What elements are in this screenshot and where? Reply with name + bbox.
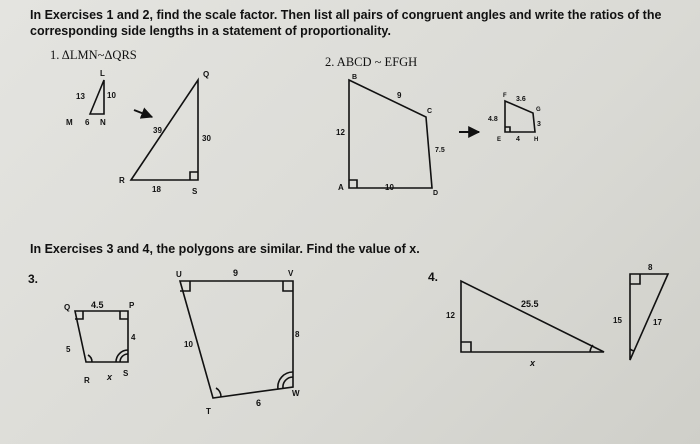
label-x-ex3: x	[107, 372, 113, 382]
label-12: 12	[336, 128, 345, 137]
label-d: D	[433, 190, 439, 197]
quad-efgh	[505, 101, 535, 132]
right-triangle-right	[630, 274, 668, 360]
label-r: R	[119, 176, 125, 185]
label-h: H	[534, 137, 539, 143]
instructions-line-1: In Exercises 1 and 2, find the scale factor. Then list all pairs of congruent angles and write the ratios of the	[30, 8, 662, 22]
label-t: T	[206, 407, 211, 416]
label-f: F	[503, 93, 507, 99]
label-25-5: 25.5	[521, 299, 539, 309]
label-18: 18	[152, 185, 161, 194]
label-r-ex3: R	[84, 376, 90, 385]
label-10: 10	[107, 91, 116, 100]
triangle-qrs	[131, 80, 198, 180]
exercise-4-number: 4.	[428, 270, 439, 284]
exercise-2-header: 2. ABCD ~ EFGH	[325, 55, 418, 69]
label-c: C	[427, 108, 433, 115]
label-6-tw: 6	[256, 398, 262, 408]
label-7-5: 7.5	[435, 147, 445, 154]
exercise-1-header: 1. ΔLMN~ΔQRS	[50, 48, 137, 62]
label-4-5: 4.5	[91, 300, 104, 310]
label-10-ad: 10	[385, 183, 394, 192]
label-15: 15	[613, 316, 622, 325]
label-s-ex3: S	[123, 369, 129, 378]
label-a: A	[338, 183, 344, 192]
label-s: S	[192, 187, 198, 196]
label-u: U	[176, 270, 182, 279]
label-4: 4	[131, 333, 136, 342]
label-6: 6	[85, 118, 90, 127]
label-v: V	[288, 269, 294, 278]
label-8-ex4: 8	[648, 263, 653, 272]
label-3-6: 3.6	[516, 96, 526, 103]
label-q: Q	[203, 70, 210, 79]
instructions-line-2: corresponding side lengths in a statement of proportionality.	[30, 24, 391, 38]
label-p: P	[129, 301, 135, 310]
quad-qpsr	[75, 311, 128, 362]
quad-uvwt	[180, 281, 293, 398]
arrow-1	[134, 110, 152, 117]
label-39: 39	[153, 126, 162, 135]
label-13: 13	[76, 92, 85, 101]
label-5: 5	[66, 345, 71, 354]
label-4-eh: 4	[516, 136, 520, 143]
label-x-ex4: x	[530, 358, 536, 368]
label-3-gh: 3	[537, 121, 541, 128]
label-12-ex4: 12	[446, 311, 455, 320]
label-10-ut: 10	[184, 340, 193, 349]
triangle-lmn	[90, 80, 104, 114]
right-triangle-left	[461, 281, 604, 352]
label-g: G	[536, 107, 541, 113]
label-w: W	[292, 389, 300, 398]
label-4-8: 4.8	[488, 116, 498, 123]
label-17: 17	[653, 318, 662, 327]
label-e: E	[497, 137, 502, 143]
label-m: M	[66, 118, 73, 127]
label-b: B	[352, 74, 358, 81]
label-30: 30	[202, 134, 211, 143]
label-q-ex3: Q	[64, 303, 71, 312]
quad-abcd	[349, 80, 432, 188]
label-8-vw: 8	[295, 330, 300, 339]
label-9: 9	[397, 91, 402, 100]
label-9-uv: 9	[233, 268, 239, 278]
instructions-section-2: In Exercises 3 and 4, the polygons are similar. Find the value of x.	[30, 242, 420, 256]
label-l: L	[100, 69, 105, 78]
label-n: N	[100, 118, 106, 127]
exercise-3-number: 3.	[28, 272, 39, 286]
